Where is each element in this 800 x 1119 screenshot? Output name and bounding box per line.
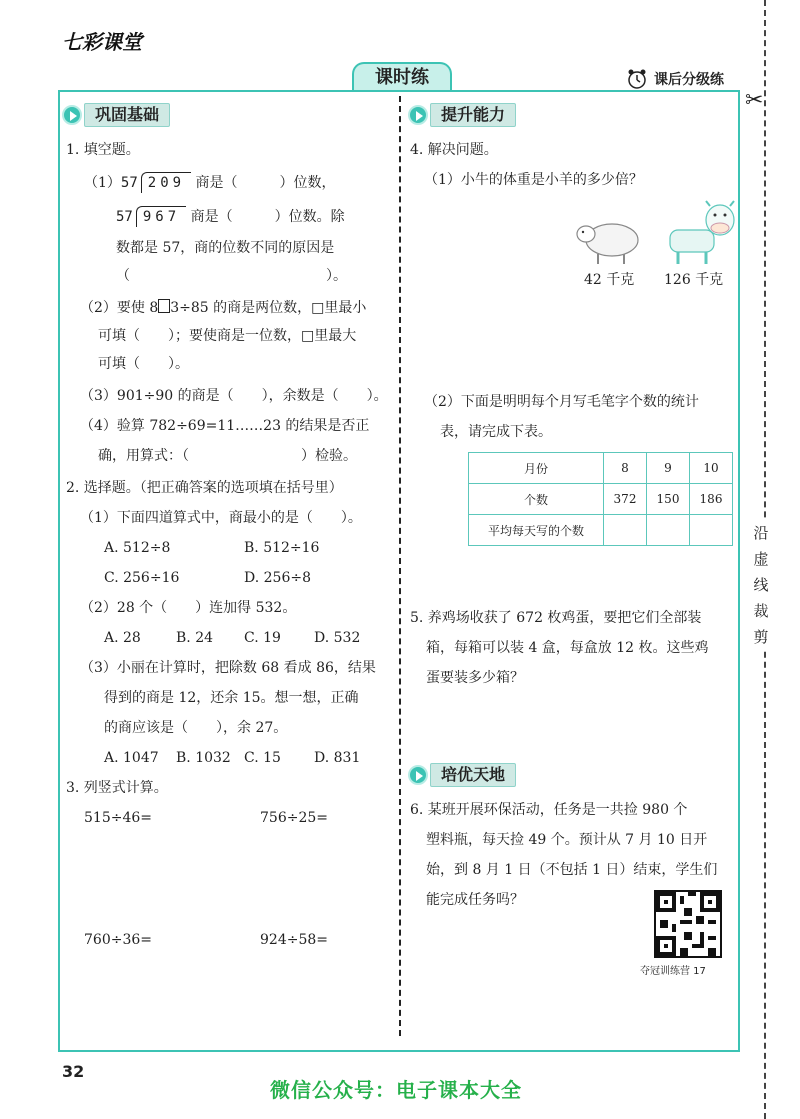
q5-line3: 蛋要装多少箱？ [426,670,524,686]
q5-line2: 箱，每箱可以装 4 盒，每盒放 12 枚。这些鸡 [426,640,709,656]
table-cell: 150 [647,484,690,515]
sheep-weight: 42 千克 [584,272,635,288]
section-label: 巩固基础 [84,103,170,127]
q1-1-line2 [116,206,345,227]
sheep-illustration [574,216,644,266]
q2-2: （2）28 个（ ）连加得 532。 [80,600,297,616]
table-row [469,453,733,484]
q1-1-line1 [84,172,336,193]
header-right-label: 课后分级练 [654,72,724,88]
q2-title: 2. 选择题。（把正确答案的选项填在括号里） [66,480,343,496]
table-row [469,515,733,546]
long-division-1 [121,172,191,193]
q6-line1: 6. 某班开展环保活动，任务是一共捡 980 个 [410,802,688,818]
qr-caption: 夺冠训练营 17 [640,966,706,977]
q2-3-opt-b: B. 1032 [176,750,231,766]
page-title: 课时练 [352,62,452,92]
q2-1-opt-b: B. 512÷16 [244,540,320,556]
divisor: 57 [116,209,133,225]
section-label: 培优天地 [430,763,516,787]
table-cell: 186 [690,484,733,515]
qr-code-icon[interactable] [654,890,722,958]
stat-table [468,452,733,546]
q3-title: 3. 列竖式计算。 [66,780,168,796]
table-row [469,484,733,515]
table-cell [647,515,690,546]
q1-1-text: 商是（ ）位数， [195,175,336,191]
dividend: 967 [136,206,186,227]
table-cell: 10 [690,453,733,484]
q2-1: （1）下面四道算式中，商最小的是（ ）。 [80,510,362,526]
long-division-2 [116,206,186,227]
q1-1-text-2: 商是（ ）位数。除 [190,209,345,225]
play-icon [408,765,428,785]
table-cell: 月份 [469,453,604,484]
q2-2-opt-b: B. 24 [176,630,214,646]
q1-4-line2: 确，用算式：（ ）检验。 [98,448,357,464]
divisor: 57 [120,175,138,191]
table-cell [604,515,647,546]
q4-title: 4. 解决问题。 [410,142,498,158]
header-right [626,68,724,90]
section-header-advance [408,102,516,128]
footer-watermark: 微信公众号：电子课本大全 [270,1078,522,1102]
play-icon [62,105,82,125]
table-cell: 个数 [469,484,604,515]
column-divider [399,96,401,1036]
q1-2-line3: 可填（ ）。 [98,356,189,372]
scissors-icon: ✂ [745,88,764,113]
q1-title: 1. 填空题。 [66,142,140,158]
q3-item-2: 756÷25= [260,810,328,826]
q1-2-line1 [80,298,366,318]
table-cell: 9 [647,453,690,484]
q2-3-line2: 得到的商是 12，还余 15。想一想，正确 [104,690,359,706]
q2-1-opt-a: A. 512÷8 [104,540,171,556]
q1-2-line2: 可填（ ）；要使商是一位数，□里最大 [98,328,357,344]
table-cell: 8 [604,453,647,484]
q2-3-line1: （3）小丽在计算时，把除数 68 看成 86，结果 [80,660,376,676]
q4-2-line1: （2）下面是明明每个月写毛笔字个数的统计 [424,394,699,410]
q3-item-4: 924÷58= [260,932,328,948]
q2-2-opt-a: A. 28 [104,630,141,646]
q1-2-post: 3÷85 的商是两位数，□里最小 [170,300,367,316]
calf-weight: 126 千克 [664,272,724,288]
alarm-clock-icon [626,68,648,90]
table-cell: 平均每天写的个数 [469,515,604,546]
q4-1: （1）小牛的体重是小羊的多少倍？ [424,172,643,188]
q2-3-opt-c: C. 15 [244,750,281,766]
section-header-excellence [408,762,516,788]
q3-item-3: 760÷36= [84,932,152,948]
q2-1-opt-c: C. 256÷16 [104,570,180,586]
q5-line1: 5. 养鸡场收获了 672 枚鸡蛋，要把它们全部装 [410,610,702,626]
table-cell: 372 [604,484,647,515]
dividend: 209 [141,172,191,193]
q2-1-opt-d: D. 256÷8 [244,570,311,586]
section-header-basic [62,102,170,128]
q2-2-opt-d: D. 532 [314,630,361,646]
table-cell [690,515,733,546]
q6-line4: 能完成任务吗？ [426,892,524,908]
q2-3-opt-d: D. 831 [314,750,361,766]
q2-3-line3: 的商应该是（ ），余 27。 [104,720,288,736]
q3-item-1: 515÷46= [84,810,152,826]
q2-3-opt-a: A. 1047 [104,750,159,766]
q2-2-opt-c: C. 19 [244,630,281,646]
q1-2-pre: （2）要使 8 [80,300,159,316]
cut-label: 沿虚线裁剪 [748,520,774,650]
q1-3: （3）901÷90 的商是（ ），余数是（ ）。 [80,388,388,404]
play-icon [408,105,428,125]
q1-1-line4: （ ）。 [116,268,347,284]
q1-1-line3: 数都是 57，商的位数不同的原因是 [116,240,335,256]
q6-line3: 始，到 8 月 1 日（不包括 1 日）结束，学生们 [426,862,718,878]
brand-logo: 七彩课堂 [62,30,142,54]
q6-line2: 塑料瓶，每天捡 49 个。预计从 7 月 10 日开 [426,832,708,848]
page-number: 32 [62,1062,85,1081]
q4-2-line2: 表，请完成下表。 [440,424,552,440]
calf-illustration [664,200,740,266]
q1-1-prefix: （1） [84,175,121,191]
q1-4-line1: （4）验算 782÷69=11……23 的结果是否正 [80,418,370,434]
blank-box [158,299,170,313]
section-label: 提升能力 [430,103,516,127]
